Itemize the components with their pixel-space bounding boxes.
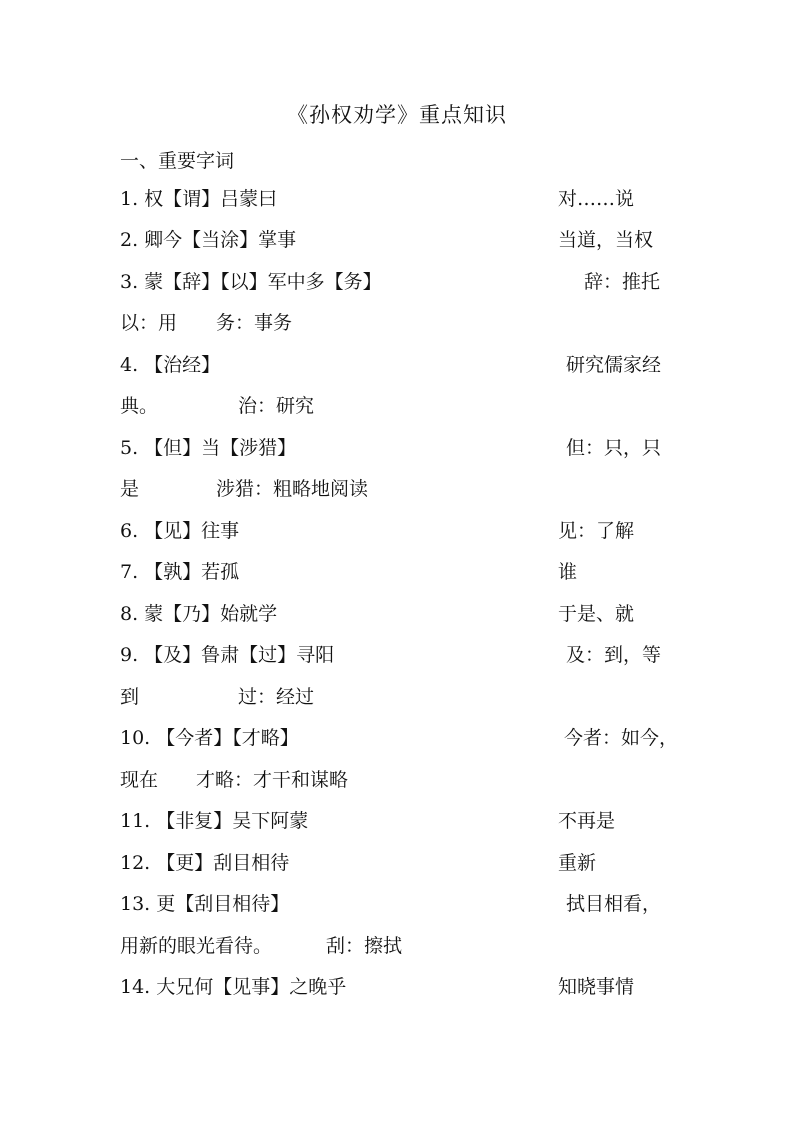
vocab-item bbox=[120, 973, 720, 1001]
vocab-gloss: 以：用 bbox=[120, 312, 178, 334]
vocab-term: 10. 【今者】【才略】 bbox=[120, 727, 299, 749]
vocab-item bbox=[120, 226, 720, 254]
vocab-meaning: 今者：如今， bbox=[564, 727, 679, 749]
vocab-item bbox=[120, 434, 720, 462]
vocab-meaning: 知晓事情 bbox=[558, 976, 635, 998]
vocab-gloss: 才略：才干和谋略 bbox=[196, 769, 349, 791]
vocab-gloss: 过：经过 bbox=[238, 686, 315, 708]
vocab-meaning: 研究儒家经 bbox=[566, 354, 662, 376]
vocab-term: 7. 【孰】若孤 bbox=[120, 561, 240, 583]
vocab-term: 5. 【但】当【涉猎】 bbox=[120, 437, 297, 459]
vocab-continuation bbox=[120, 683, 720, 711]
vocab-term: 6. 【见】往事 bbox=[120, 520, 240, 542]
vocab-continuation bbox=[120, 392, 720, 420]
vocab-meaning: 及：到，等 bbox=[566, 644, 662, 666]
vocab-item bbox=[120, 641, 720, 669]
vocab-meaning: 拭目相看， bbox=[566, 893, 662, 915]
vocab-item bbox=[120, 724, 720, 752]
vocab-gloss: 是 bbox=[120, 478, 140, 500]
vocab-gloss: 典。 bbox=[120, 395, 159, 417]
vocab-meaning: 辞：推托 bbox=[584, 271, 661, 293]
vocab-term: 1. 权【谓】吕蒙曰 bbox=[120, 188, 278, 210]
vocab-meaning: 当道，当权 bbox=[558, 229, 654, 251]
vocab-term: 13. 更【刮目相待】 bbox=[120, 893, 290, 915]
section-heading: 一、重要字词 bbox=[120, 150, 235, 172]
vocab-meaning: 谁 bbox=[558, 561, 578, 583]
vocab-continuation bbox=[120, 309, 720, 337]
vocab-meaning: 见：了解 bbox=[558, 520, 635, 542]
vocab-item bbox=[120, 268, 720, 296]
vocab-item bbox=[120, 558, 720, 586]
vocab-term: 11. 【非复】吴下阿蒙 bbox=[120, 810, 309, 832]
vocab-term: 2. 卿今【当涂】掌事 bbox=[120, 229, 297, 251]
vocab-meaning: 不再是 bbox=[558, 810, 616, 832]
vocab-item bbox=[120, 351, 720, 379]
vocab-term: 8. 蒙【乃】始就学 bbox=[120, 603, 278, 625]
vocab-meaning: 于是、就 bbox=[558, 603, 635, 625]
vocab-term: 14. 大兄何【见事】之晚乎 bbox=[120, 976, 347, 998]
vocab-gloss: 涉猎：粗略地阅读 bbox=[216, 478, 369, 500]
vocab-term: 3. 蒙【辞】【以】军中多【务】 bbox=[120, 271, 382, 293]
vocab-gloss: 务：事务 bbox=[216, 312, 293, 334]
vocab-term: 4. 【治经】 bbox=[120, 354, 221, 376]
vocab-gloss: 用新的眼光看待。 bbox=[120, 935, 273, 957]
vocab-item bbox=[120, 185, 720, 213]
vocab-gloss: 治：研究 bbox=[238, 395, 315, 417]
vocab-gloss: 到 bbox=[120, 686, 140, 708]
vocab-continuation bbox=[120, 932, 720, 960]
vocab-item bbox=[120, 890, 720, 918]
vocab-meaning: 重新 bbox=[558, 852, 597, 874]
vocab-continuation bbox=[120, 766, 720, 794]
vocab-item bbox=[120, 517, 720, 545]
vocab-item bbox=[120, 849, 720, 877]
vocab-gloss: 现在 bbox=[120, 769, 159, 791]
vocab-term: 12. 【更】刮目相待 bbox=[120, 852, 290, 874]
vocab-term: 9. 【及】鲁肃【过】寻阳 bbox=[120, 644, 335, 666]
vocab-continuation bbox=[120, 475, 720, 503]
vocab-meaning: 但：只，只 bbox=[566, 437, 662, 459]
page-title: 《孙权劝学》重点知识 bbox=[287, 103, 507, 127]
vocab-item bbox=[120, 600, 720, 628]
vocab-item bbox=[120, 807, 720, 835]
vocab-meaning: 对……说 bbox=[558, 188, 635, 210]
vocab-gloss: 刮：擦拭 bbox=[326, 935, 403, 957]
